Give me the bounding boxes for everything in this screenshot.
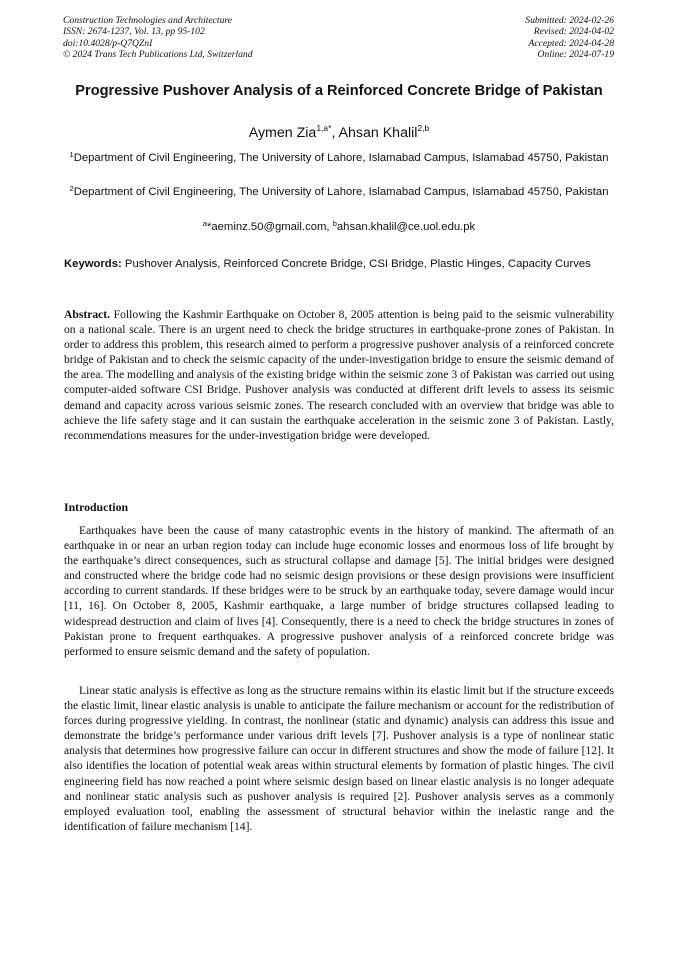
journal-doi[interactable]: doi:10.4028/p-Q7QZnI — [63, 37, 153, 49]
author-1-superscript: 1,a* — [316, 123, 332, 133]
author-emails — [64, 220, 614, 234]
journal-header-right — [525, 15, 614, 61]
section-heading-introduction: Introduction — [64, 500, 129, 514]
journal-issn: ISSN: 2674-1237, Vol. 13, pp 95-102 — [63, 26, 205, 38]
date-accepted: Accepted: 2024-04-28 — [528, 37, 614, 49]
affiliation-2 — [64, 185, 614, 199]
author-2-name: Ahsan Khalil — [338, 125, 418, 141]
journal-copyright: © 2024 Trans Tech Publications Ltd, Switzerland — [63, 49, 253, 61]
keywords-text: Pushover Analysis, Reinforced Concrete Bridge, CSI Bridge, Plastic Hinges, Capacity Curves — [124, 258, 591, 270]
author-separator: , — [331, 125, 339, 141]
author-list — [64, 124, 614, 142]
journal-header-left — [63, 15, 253, 61]
abstract — [64, 307, 614, 443]
abstract-text: Following the Kashmir Earthquake on October 8, 2005 attention is being paid to the seismic vulnerability on a national scale. There is an urgent need to check the bridge structures in earthquake-prone zones of Pakistan. In order to address this problem, this research aimed to perform a progressive pushover analysis of a reinforced concrete bridge of Pakistan and to check the seismic capacity of the under-investigation bridge to ensure the seismic demand of the area. The modelling and analysis of the existing bridge within the seismic zone 3 of Pakistan was carried out using computer-aided software CSI Bridge. Pushover analysis was conducted at different drift levels to assess its seismic demand and capacity across various seismic zones. The research concluded with an overview that bridge was able to achieve the life safety stage and it can sustain the earthquake acceleration in the seismic zone 3 of Pakistan. Lastly, recommendations measures for the under-investigation bridge were developed. — [64, 308, 615, 442]
affiliation-1-superscript: 1 — [69, 150, 74, 159]
introduction-paragraph-2: Linear static analysis is effective as long as the structure remains within its elastic limit but if the structure exceeds the elastic limit, linear elastic analysis is unable to anticipate the failure mechanism or account for the redistribution of forces during progressive yielding. In contrast, the nonlinear (static and dynamic) analysis can address this issue and demonstrate the bridge’s performance under various drift levels [7]. Pushover analysis is a type of nonlinear static analysis that determines how progressive failure can occur in different structures and show the mode of failure [12]. It also identifies the location of potential weak areas within structural elements by formation of plastic hinges. The civil engineering field has now reached a point where seismic design based on linear elastic analysis is no longer adequate and nonlinear static analysis such as pushover analysis is required [2]. Pushover analysis serves as a commonly employed evaluation tool, enabling the assessment of structural behavior within the inelastic range and the identification of failure mechanism [14]. — [64, 684, 614, 833]
affiliation-1-text: Department of Civil Engineering, The University of Lahore, Islamabad Campus, Islamabad 45750, Pakistan — [73, 152, 609, 164]
affiliation-2-superscript: 2 — [69, 184, 74, 193]
date-revised: Revised: 2024-04-02 — [533, 26, 614, 38]
abstract-label: Abstract. — [64, 308, 111, 321]
keywords-label: Keywords: — [64, 258, 122, 270]
email-b-superscript: b — [332, 219, 337, 228]
date-online: Online: 2024-07-19 — [537, 49, 614, 61]
paper-title: Progressive Pushover Analysis of a Reinforced Concrete Bridge of Pakistan — [75, 83, 603, 99]
email-a-superscript: a — [202, 219, 207, 228]
email-a-link[interactable]: *aeminz.50@gmail.com, — [206, 221, 333, 233]
affiliation-1 — [64, 151, 614, 165]
affiliation-2-text: Department of Civil Engineering, The University of Lahore, Islamabad Campus, Islamabad 45750, Pakistan — [73, 186, 609, 198]
journal-name: Construction Technologies and Architecture — [63, 15, 233, 26]
keywords — [64, 257, 614, 271]
author-1-name: Aymen Zia — [248, 125, 317, 141]
email-b-link[interactable]: ahsan.khalil@ce.uol.edu.pk — [336, 221, 476, 233]
introduction-paragraph-1: Earthquakes have been the cause of many catastrophic events in the history of mankind. The aftermath of an earthquake in or near an urban region today can include huge economic losses and enormous loss of life brought by the earthquake’s direct consequences, such as structural collapse and damage [5]. The initial bridges were designed and constructed where the bridge code had no seismic design provisions or these design provisions were insufficient according to current standards. If these bridges were to be struck by an earthquake today, severe damage would incur [11, 16]. On October 8, 2005, Kashmir earthquake, a large number of bridge structures collapsed leading to widespread destruction and claim of lives [4]. Consequently, there is a need to check the bridge structures in zones of Pakistan prone to frequent earthquakes. A progressive pushover analysis of a reinforced concrete bridge was performed to ensure seismic demand and the safety of population. — [64, 524, 614, 658]
date-submitted: Submitted: 2024-02-26 — [525, 15, 614, 26]
author-2-superscript: 2,b — [417, 123, 430, 133]
